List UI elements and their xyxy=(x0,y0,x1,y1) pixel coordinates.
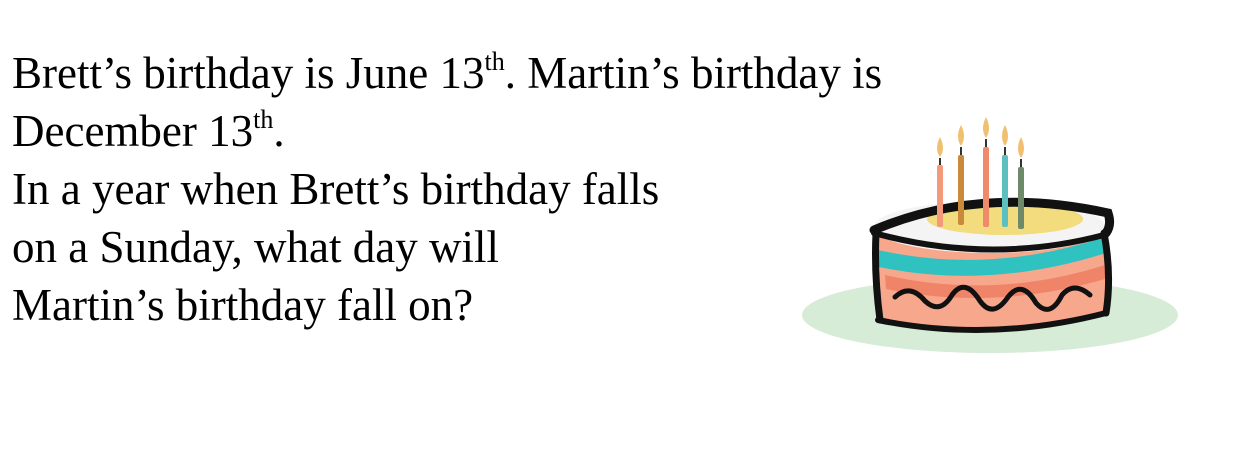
problem-line-1: Brett’s birthday is June 13th. Martin’s birthday is xyxy=(12,47,883,98)
birthday-cake-icon xyxy=(800,115,1185,360)
problem-line-4: on a Sunday, what day will xyxy=(12,222,500,272)
ordinal-suffix: th xyxy=(253,105,274,134)
problem-line-2: December 13th. xyxy=(12,105,285,156)
candle-flames xyxy=(937,117,1024,158)
problem-line-3: In a year when Brett’s birthday falls xyxy=(12,164,660,214)
problem-question: Martin’s birthday fall on? xyxy=(12,280,474,330)
ordinal-suffix: th xyxy=(484,47,505,76)
